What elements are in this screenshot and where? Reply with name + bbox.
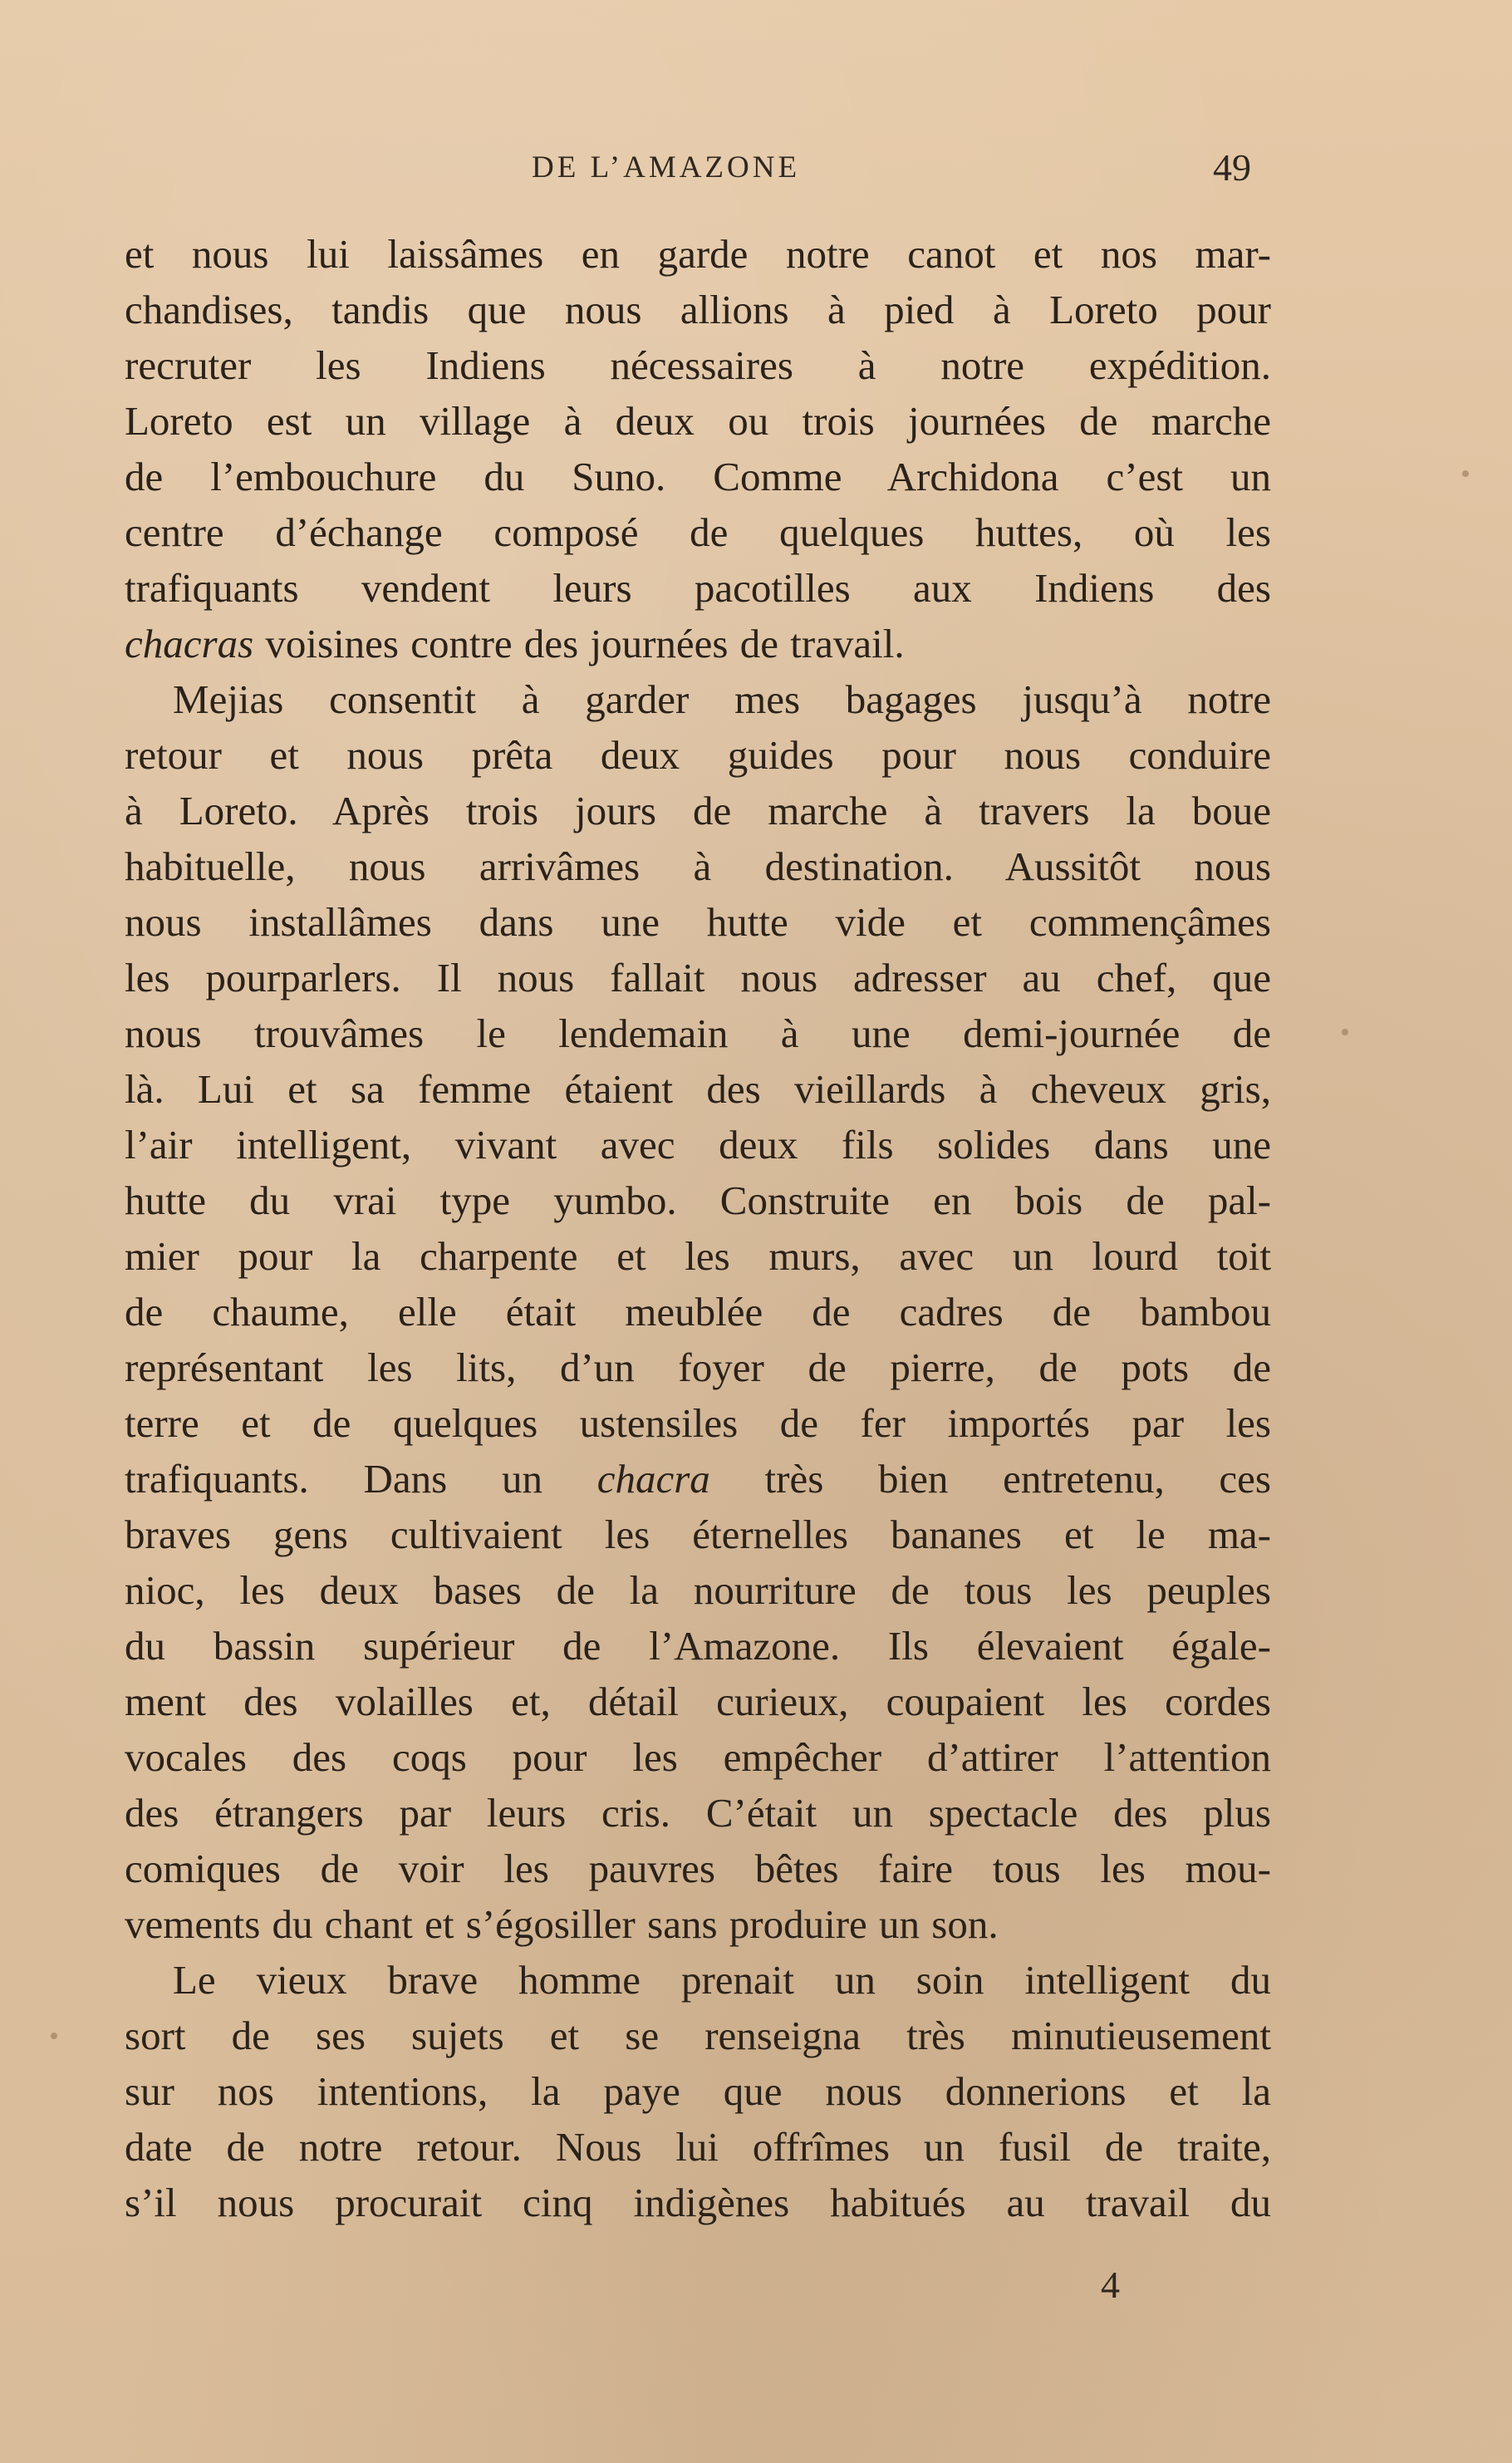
text-line: habituelle, nous arrivâmes à destination. Aussitôt nous: [125, 843, 1271, 889]
text-line: du bassin supérieur de l’Amazone. Ils élevaient égale-: [125, 1623, 1271, 1669]
text-line: trafiquants. Dans un chacra très bien entretenu, ces: [125, 1456, 1272, 1502]
text-line: nous installâmes dans une hutte vide et commençâmes: [125, 899, 1271, 945]
text-line: représentant les lits, d’un foyer de pierre, de pots de: [125, 1345, 1271, 1390]
text-line: de l’embouchure du Suno. Comme Archidona c’est un: [125, 454, 1271, 499]
text-line: et nous lui laissâmes en garde notre canot et nos mar-: [125, 231, 1271, 277]
text-line: date de notre retour. Nous lui offrîmes un fusil de traite,: [125, 2124, 1271, 2170]
paragraph: [125, 671, 1271, 1952]
text-line: vocales des coqs pour les empêcher d’attirer l’attention: [125, 1734, 1271, 1780]
text-line: chandises, tandis que nous allions à pied à Loreto pour: [125, 287, 1271, 332]
text-line: à Loreto. Après trois jours de marche à travers la boue: [125, 788, 1271, 833]
text-line: là. Lui et sa femme étaient des vieillards à cheveux gris,: [125, 1066, 1271, 1112]
paper-stain: [51, 2033, 57, 2039]
text-line: Mejias consentit à garder mes bagages jusqu’à notre: [173, 676, 1271, 722]
text-line: comiques de voir les pauvres bêtes faire tous les mou-: [125, 1846, 1271, 1891]
text-line: vements du chant et s’égosiller sans produire un son.: [125, 1901, 999, 1947]
text-line: braves gens cultivaient les éternelles bananes et le ma-: [125, 1512, 1271, 1557]
page-header: [0, 143, 1512, 193]
paper-stain: [1462, 470, 1469, 477]
paper-stain: [1342, 1029, 1348, 1035]
text-line: sort de ses sujets et se renseigna très minutieusement: [125, 2013, 1271, 2058]
text-line: retour et nous prêta deux guides pour nous conduire: [125, 732, 1271, 778]
text-line: terre et de quelques ustensiles de fer importés par les: [125, 1400, 1271, 1446]
text-line: de chaume, elle était meublée de cadres de bambou: [125, 1289, 1271, 1335]
text-line: hutte du vrai type yumbo. Construite en bois de pal-: [125, 1177, 1271, 1223]
body-text: [125, 226, 1271, 2230]
signature-mark: 4: [1101, 2264, 1120, 2306]
text-line: Le vieux brave homme prenait un soin intelligent du: [173, 1957, 1271, 2003]
text-line: nous trouvâmes le lendemain à une demi-journée de: [125, 1010, 1271, 1056]
paragraph: [125, 1952, 1271, 2230]
italic-term: chacra: [596, 1456, 710, 1502]
text-line: chacras voisines contre des journées de travail.: [125, 621, 905, 666]
text-line: ment des volailles et, détail curieux, coupaient les cordes: [125, 1679, 1271, 1724]
text-line: centre d’échange composé de quelques huttes, où les: [125, 509, 1271, 555]
text-line: les pourparlers. Il nous fallait nous adresser au chef, que: [125, 955, 1271, 1000]
text-line: l’air intelligent, vivant avec deux fils solides dans une: [125, 1122, 1271, 1168]
text-line: des étrangers par leurs cris. C’était un spectacle des plus: [125, 1790, 1271, 1836]
text-line: Loreto est un village à deux ou trois journées de marche: [125, 398, 1271, 444]
italic-term: chacras: [125, 621, 254, 666]
paragraph: [125, 226, 1271, 671]
running-head: DE L’AMAZONE: [532, 150, 801, 184]
text-line: mier pour la charpente et les murs, avec un lourd toit: [125, 1233, 1271, 1279]
text-line: nioc, les deux bases de la nourriture de tous les peuples: [125, 1567, 1271, 1613]
text-line: recruter les Indiens nécessaires à notre expédition.: [125, 342, 1271, 388]
text-line: s’il nous procurait cinq indigènes habitués au travail du: [125, 2180, 1271, 2225]
text-line: trafiquants vendent leurs pacotilles aux Indiens des: [125, 565, 1271, 611]
text-line: sur nos intentions, la paye que nous donnerions et la: [125, 2068, 1271, 2114]
page-number: 49: [1213, 146, 1251, 189]
